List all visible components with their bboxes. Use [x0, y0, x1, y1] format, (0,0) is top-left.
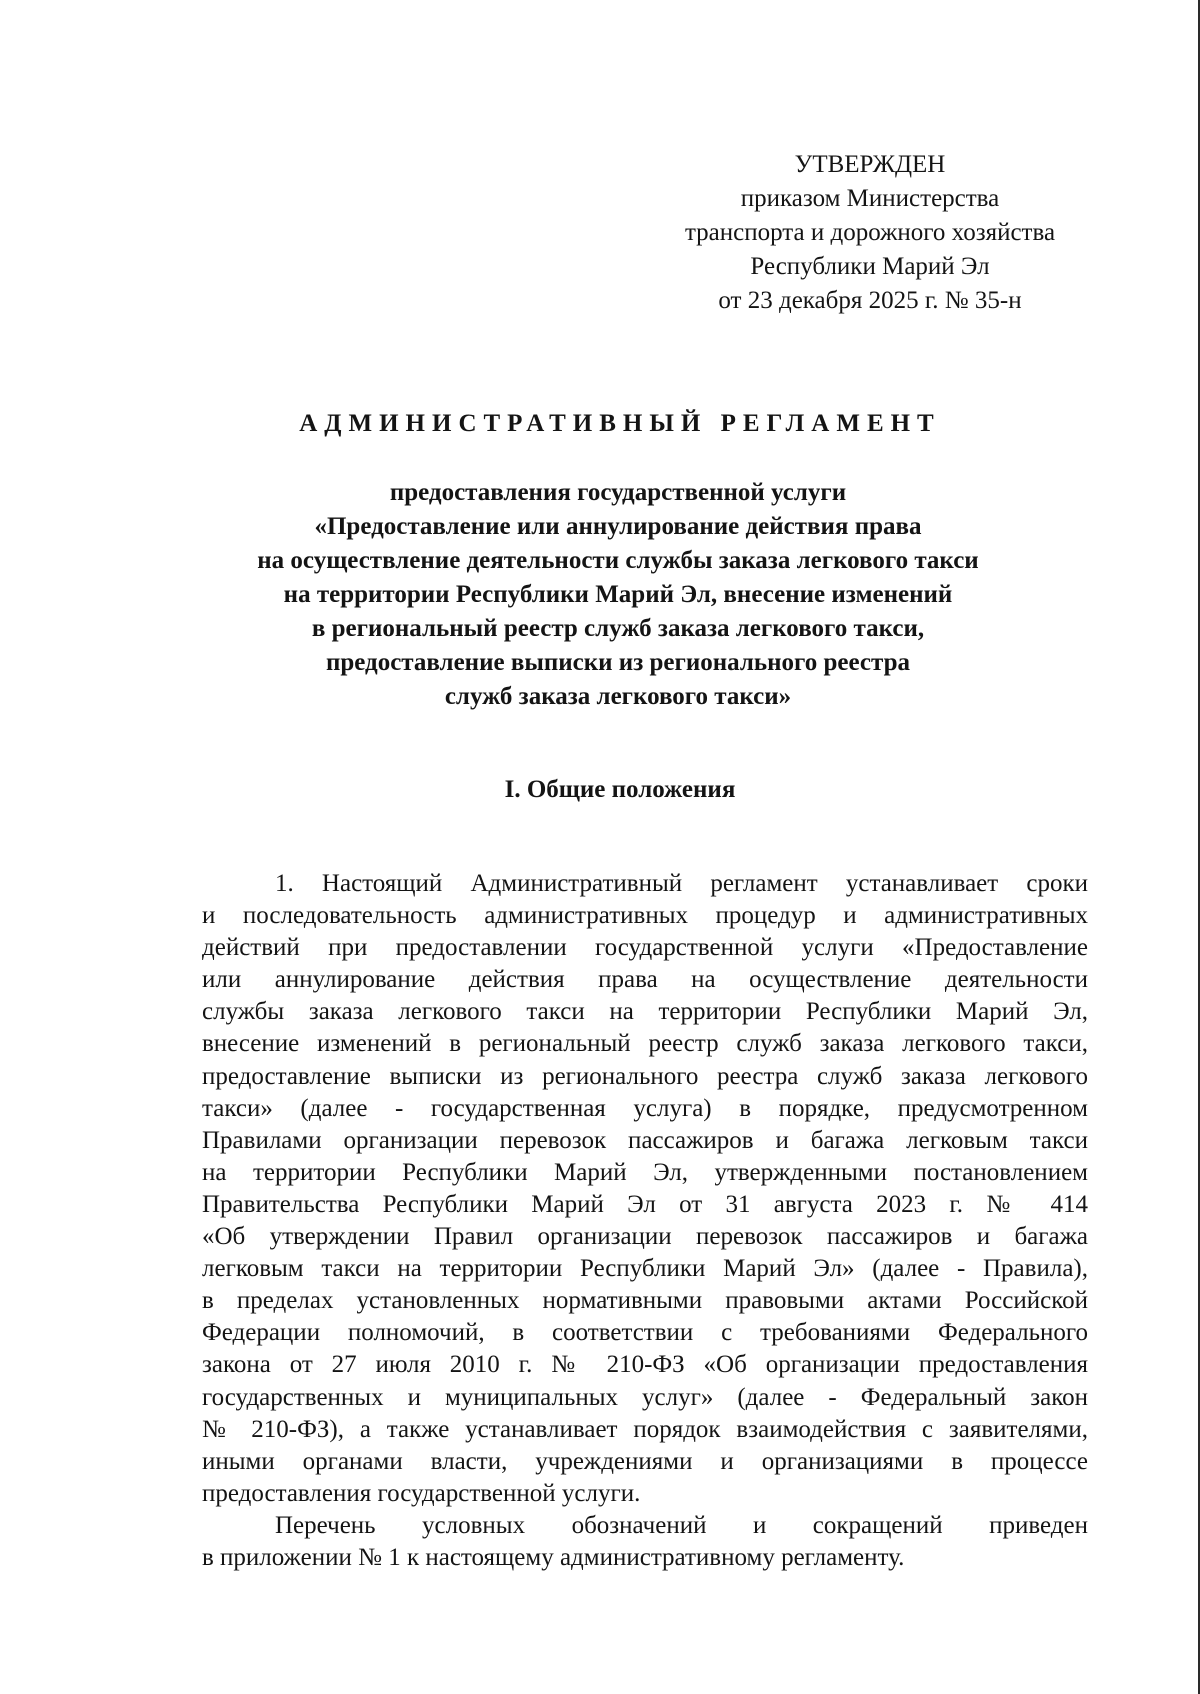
paragraph-line: иными органами власти, учреждениями и организациями в процессе — [202, 1447, 1088, 1475]
paragraph-line: и последовательность административных процедур и административных — [202, 902, 1088, 930]
approval-line: приказом Министерства — [740, 185, 1000, 212]
paragraph-line: государственных и муниципальных услуг» (далее - Федеральный закон — [202, 1383, 1088, 1411]
paragraph-line: службы заказа легкового такси на территории Республики Марий Эл, — [202, 998, 1088, 1026]
paragraph-line: № 210-ФЗ), а также устанавливает порядок взаимодействия с заявителями, — [202, 1415, 1088, 1443]
paragraph-line: Правилами организации перевозок пассажиров и багажа легковым такси — [202, 1126, 1088, 1154]
paragraph-line: Перечень условных обозначений и сокращений приведен — [275, 1511, 1088, 1539]
section-heading: I. Общие положения — [504, 776, 736, 803]
paragraph-line: предоставление выписки из регионального реестра служб заказа легкового — [202, 1062, 1088, 1090]
approval-line: Республики Марий Эл — [750, 253, 990, 280]
paragraph-line: Федерации полномочий, в соответствии с требованиями Федерального — [202, 1319, 1088, 1347]
section-body — [202, 868, 1088, 1574]
subtitle-line: предоставления государственной услуги — [389, 479, 847, 506]
paragraph-line: легковым такси на территории Республики Марий Эл» (далее - Правила), — [202, 1255, 1088, 1283]
approval-line: от 23 декабря 2025 г. № 35-н — [718, 287, 1022, 314]
paragraph-line: на территории Республики Марий Эл, утвержденными постановлением — [202, 1158, 1088, 1186]
document-subtitle — [0, 476, 1200, 714]
paragraph-line: или аннулирование действия права на осуществление деятельности — [202, 966, 1088, 994]
document-title: АДМИНИСТРАТИВНЫЙ РЕГЛАМЕНТ — [299, 410, 941, 437]
approval-line: УТВЕРЖДЕН — [794, 151, 946, 178]
paragraph-line: такси» (далее - государственная услуга) в порядке, предусмотренном — [202, 1094, 1088, 1122]
paragraph-line: действий при предоставлении государственной услуги «Предоставление — [202, 934, 1088, 962]
subtitle-line: «Предоставление или аннулирование действия права — [314, 513, 922, 540]
paragraph-line: предоставления государственной услуги. — [202, 1479, 641, 1507]
paragraph-line: в пределах установленных нормативными правовыми актами Российской — [202, 1287, 1088, 1315]
paragraph-line: Правительства Республики Марий Эл от 31 августа 2023 г. № 414 — [202, 1190, 1088, 1218]
paragraph-line: в приложении № 1 к настоящему административному регламенту. — [202, 1543, 905, 1571]
approval-stamp-block — [640, 148, 1100, 318]
approval-line: транспорта и дорожного хозяйства — [684, 219, 1056, 246]
paragraph-line: закона от 27 июля 2010 г. № 210-ФЗ «Об организации предоставления — [202, 1351, 1088, 1379]
subtitle-line: предоставление выписки из регионального реестра — [325, 649, 911, 676]
subtitle-line: на территории Республики Марий Эл, внесение изменений — [283, 581, 953, 608]
paragraph-line: 1. Настоящий Административный регламент устанавливает сроки — [275, 870, 1088, 897]
subtitle-line: на осуществление деятельности службы заказа легкового такси — [257, 547, 979, 574]
subtitle-line: в региональный реестр служб заказа легкового такси, — [311, 615, 925, 642]
paragraph-line: внесение изменений в региональный реестр служб заказа легкового такси, — [202, 1030, 1088, 1058]
subtitle-line: служб заказа легкового такси» — [444, 683, 792, 710]
paragraph-line: «Об утверждении Правил организации перевозок пассажиров и багажа — [202, 1223, 1088, 1251]
